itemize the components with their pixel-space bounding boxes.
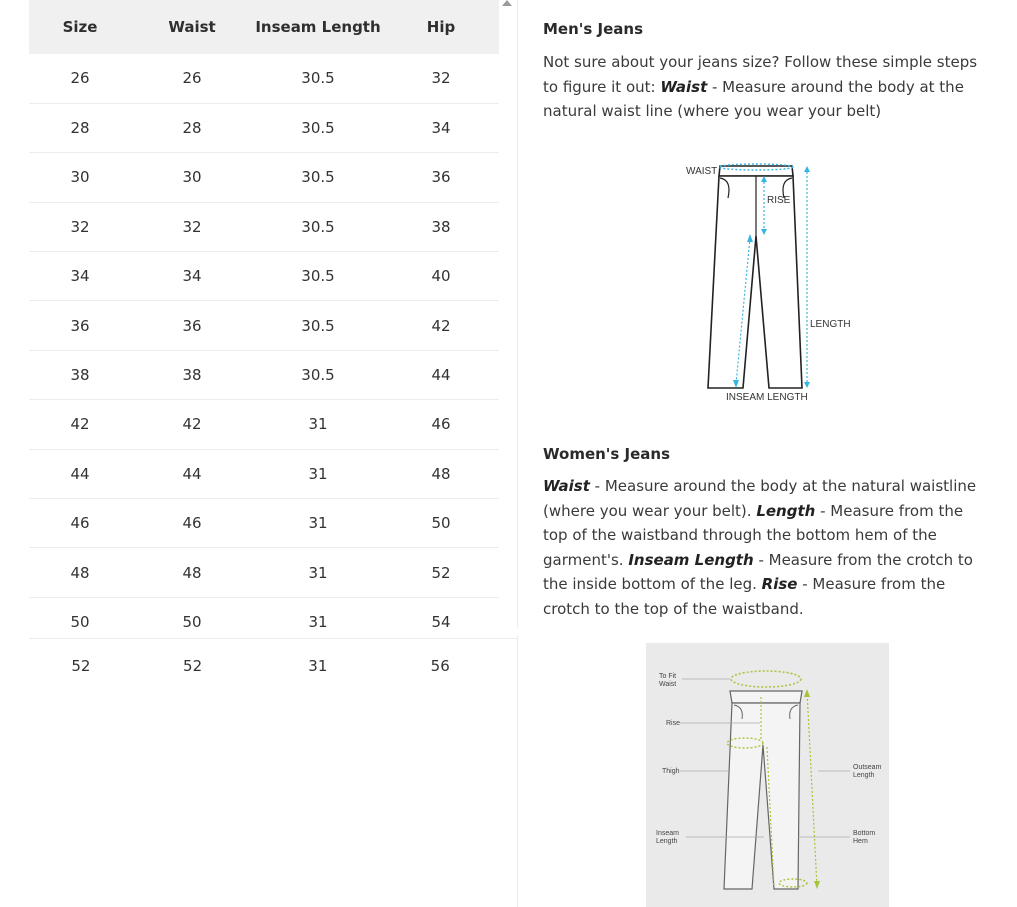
table-cell: 26 (131, 54, 253, 103)
table-cell: 46 (131, 499, 253, 548)
table-row (29, 449, 499, 498)
table-cell: 30.5 (253, 202, 383, 251)
header-inseam-length: Inseam Length (253, 0, 383, 54)
hem-label: Hem (853, 838, 868, 845)
table-cell: 30.5 (253, 103, 383, 152)
rise-label: Rise (666, 720, 681, 727)
table-cell: 56 (430, 657, 450, 675)
table-cell: 34 (29, 252, 131, 301)
table-cell: 26 (29, 54, 131, 103)
rise-label: RISE (767, 195, 791, 206)
column-divider (517, 636, 518, 907)
table-row (29, 301, 499, 350)
table-header-row (29, 0, 499, 54)
inseam-label: Inseam (656, 830, 679, 837)
table-cell: 50 (70, 613, 90, 632)
table-cell: 44 (383, 350, 499, 399)
table-cell: 34 (383, 103, 499, 152)
table-cell: 32 (383, 54, 499, 103)
outseam-label: Outseam (853, 764, 882, 771)
table-row (29, 202, 499, 251)
header-hip: Hip (383, 0, 499, 54)
inseam-length-label: INSEAM LENGTH (726, 392, 808, 403)
thigh-label: Thigh (662, 768, 680, 775)
waist-label: WAIST (686, 166, 718, 177)
table-cell: 30.5 (253, 252, 383, 301)
womens-jeans-diagram (646, 643, 889, 907)
table-cell: 38 (383, 202, 499, 251)
table-cell: 28 (29, 103, 131, 152)
mens-jeans-description (543, 50, 988, 124)
womens-waist-desc: - Measure around the body at the natural waistline (where you wear your belt). (543, 477, 977, 520)
table-cell: 48 (383, 449, 499, 498)
table-cell: 31 (308, 613, 328, 632)
womens-jeans-description (543, 474, 988, 621)
table-cell: 31 (253, 449, 383, 498)
mens-waist-term: Waist (660, 77, 708, 96)
column-divider (517, 0, 518, 628)
table-cell: 40 (383, 252, 499, 301)
table-cell: 38 (29, 350, 131, 399)
womens-length-term: Length (756, 501, 816, 520)
table-cell: 36 (383, 153, 499, 202)
table-cell: 30.5 (253, 54, 383, 103)
table-cell: 30.5 (253, 301, 383, 350)
womens-inseam-desc: - Measure from the crotch to the inside bottom of the leg. (543, 550, 973, 593)
size-chart (29, 0, 499, 647)
mens-waist-desc: - Measure around the body at the natural waist line (where you wear your belt) (543, 77, 964, 120)
womens-length-desc: - Measure from the top of the waistband through the bottom hem of the garment's. (543, 501, 964, 569)
table-cell: 30 (131, 153, 253, 202)
table-cell: 42 (131, 400, 253, 449)
womens-waist-term: Waist (543, 477, 590, 495)
bottom-label: Bottom (853, 830, 876, 837)
table-cell: 52 (71, 657, 91, 675)
table-cell: 46 (383, 400, 499, 449)
size-table (29, 0, 499, 647)
table-cell: 32 (29, 202, 131, 251)
mens-jeans-illustration (680, 158, 855, 408)
womens-rise-desc: - Measure from the crotch to the top of the waistband. (543, 575, 946, 618)
table-cell: 32 (131, 202, 253, 251)
table-row (29, 103, 499, 152)
table-cell: 52 (383, 548, 499, 597)
scrollbar-up-arrow[interactable] (502, 0, 512, 6)
table-cell: 36 (29, 301, 131, 350)
table-cell: 42 (29, 400, 131, 449)
table-cell: 30 (29, 153, 131, 202)
table-cell: 48 (131, 548, 253, 597)
waist-label: Waist (659, 681, 677, 688)
table-cell: 28 (131, 103, 253, 152)
inseam-length-label: Length (656, 838, 678, 845)
mens-jeans-diagram (680, 158, 855, 408)
table-row (29, 400, 499, 449)
table-row (29, 548, 499, 597)
header-size: Size (29, 0, 131, 54)
outseam-length-label: Length (853, 772, 875, 779)
womens-jeans-illustration (646, 643, 889, 907)
table-cell: 50 (182, 613, 202, 632)
table-cell: 31 (253, 499, 383, 548)
table-row-last (29, 640, 499, 692)
table-cell: 54 (431, 613, 451, 632)
table-cell: 46 (29, 499, 131, 548)
womens-rise-term: Rise (761, 575, 798, 593)
table-cell: 42 (383, 301, 499, 350)
table-cell: 52 (183, 657, 203, 675)
length-label: LENGTH (810, 319, 851, 330)
table-row (29, 499, 499, 548)
table-cell: 44 (131, 449, 253, 498)
table-cell: 30.5 (253, 153, 383, 202)
table-cell: 30.5 (253, 350, 383, 399)
mens-jeans-title: Men's Jeans (543, 20, 644, 38)
table-row (29, 54, 499, 103)
table-cell: 44 (29, 449, 131, 498)
table-cell: 48 (29, 548, 131, 597)
table-cell: 31 (253, 400, 383, 449)
table-cell: 36 (131, 301, 253, 350)
mens-intro-text: Not sure about your jeans size? Follow these simple steps to figure it out: (543, 53, 978, 96)
womens-jeans-title: Women's Jeans (543, 445, 671, 463)
table-row (29, 350, 499, 399)
table-cell: 38 (131, 350, 253, 399)
table-cell: 50 (383, 499, 499, 548)
womens-inseam-term: Inseam Length (628, 550, 754, 569)
table-cell: 31 (308, 657, 328, 675)
table-cell: 31 (253, 548, 383, 597)
table-row (29, 153, 499, 202)
table-cell: 34 (131, 252, 253, 301)
header-waist: Waist (131, 0, 253, 54)
table-row (29, 252, 499, 301)
to-fit-label: To Fit (659, 673, 677, 680)
divider (29, 638, 517, 639)
